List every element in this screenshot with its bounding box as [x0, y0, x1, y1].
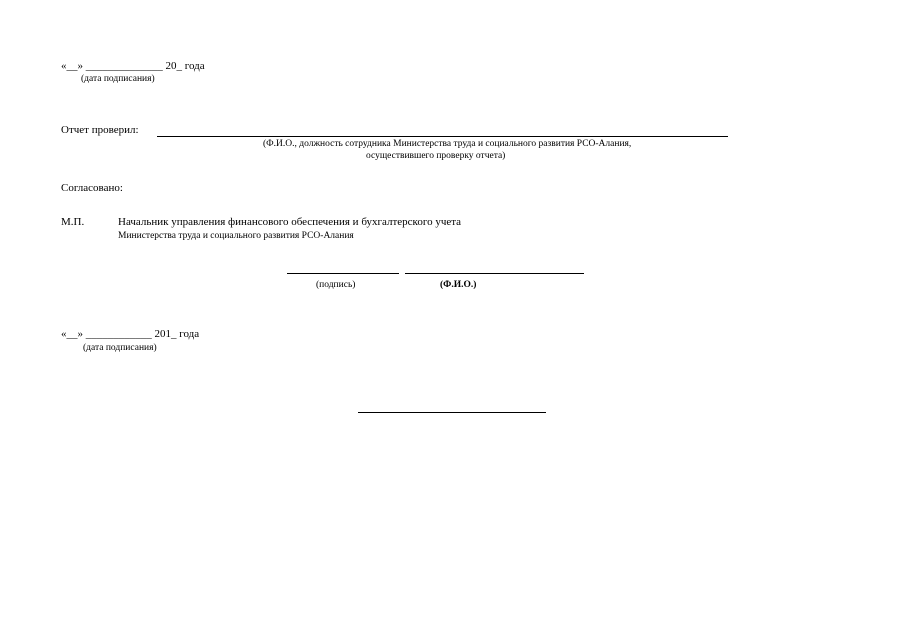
- report-checked-label: Отчет проверил:: [61, 124, 139, 136]
- head-position-line-2: Министерства труда и социального развития РСО-Алания: [118, 231, 354, 241]
- signature-line: [287, 273, 399, 274]
- signing-date-1-caption: (дата подписания): [81, 74, 155, 84]
- full-name-caption: (Ф.И.О.): [440, 280, 477, 290]
- report-checked-caption-2: осуществившего проверку отчета): [366, 151, 506, 161]
- report-checked-name-line: [157, 136, 728, 137]
- stamp-label: М.П.: [61, 216, 85, 228]
- signature-caption: (подпись): [316, 280, 356, 290]
- head-position-line-1: Начальник управления финансового обеспечения и бухгалтерского учета: [118, 216, 462, 228]
- signing-date-2-caption: (дата подписания): [83, 343, 157, 353]
- closing-separator-line: [358, 412, 546, 413]
- agreed-label: Согласовано:: [61, 182, 123, 194]
- full-name-line: [405, 273, 584, 274]
- signing-date-2: «__» ____________ 201_ года: [61, 328, 200, 340]
- report-checked-caption-1: (Ф.И.О., должность сотрудника Министерства труда и социального развития РСО-Алания,: [263, 139, 632, 149]
- signing-date-1: «__» ______________ 20_ года: [61, 60, 205, 72]
